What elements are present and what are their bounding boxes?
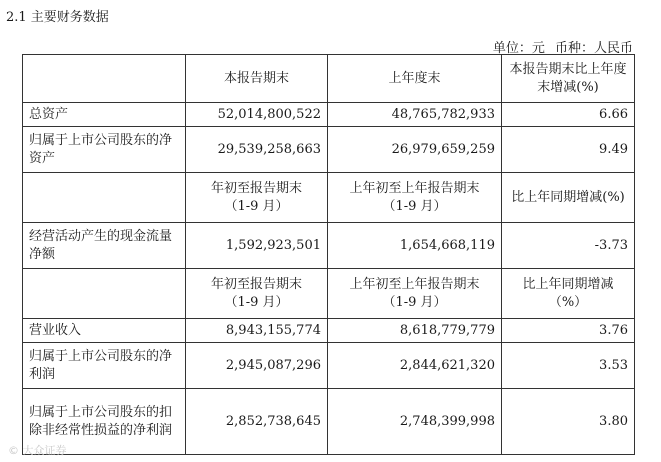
subheader-ytd-line1: 年初至报告期末	[210, 180, 302, 196]
subheader-yoy-line2: （%）	[548, 294, 588, 310]
subheader-yoy-line1: 比上年同期增减	[522, 276, 614, 292]
subheader-ytd-line1: 年初至报告期末	[210, 276, 302, 292]
subheader-prior-ytd-line2: （1-9 月）	[382, 198, 447, 214]
unit-currency-line: 单位：元 币种：人民币	[492, 41, 633, 56]
table-header-row	[23, 55, 635, 103]
cell-value: 8,943,155,774	[186, 319, 328, 343]
cell-value: 48,765,782,933	[328, 103, 502, 127]
cell-value: 26,979,659,259	[328, 127, 502, 173]
cell-value: 2,852,738,645	[186, 389, 328, 455]
subheader-yoy-change: 比上年同期增减(%)	[502, 173, 635, 223]
subheader-ytd-line2: （1-9 月）	[224, 198, 289, 214]
row-label: 总资产	[23, 103, 186, 127]
row-label: 归属于上市公司股东的净利润	[23, 343, 186, 389]
subheader-blank-cell	[23, 173, 186, 223]
header-change-percent: 本报告期末比上年度末增减(%)	[502, 55, 635, 103]
table-row	[23, 389, 635, 455]
cell-value: 2,748,399,998	[328, 389, 502, 455]
row-label: 营业收入	[23, 319, 186, 343]
subheader-yoy-change	[502, 269, 635, 319]
subheader-prior-ytd	[328, 173, 502, 223]
cell-value: 8,618,779,779	[328, 319, 502, 343]
cell-value: 29,539,258,663	[186, 127, 328, 173]
cell-value: 1,654,668,119	[328, 223, 502, 269]
cell-value: -3.73	[502, 223, 635, 269]
subheader-prior-ytd-line1: 上年初至上年报告期末	[349, 276, 480, 292]
cell-value: 3.76	[502, 319, 635, 343]
subheader-prior-ytd-line1: 上年初至上年报告期末	[349, 180, 480, 196]
subheader-row	[23, 173, 635, 223]
row-label: 归属于上市公司股东的净资产	[23, 127, 186, 173]
subheader-blank-cell	[23, 269, 186, 319]
cell-value: 9.49	[502, 127, 635, 173]
table-row	[23, 343, 635, 389]
watermark-logo: © 大众证券	[8, 444, 67, 457]
subheader-ytd	[186, 269, 328, 319]
cell-value: 1,592,923,501	[186, 223, 328, 269]
table-row	[23, 319, 635, 343]
header-blank-cell	[23, 55, 186, 103]
cell-value: 6.66	[502, 103, 635, 127]
cell-value: 2,945,087,296	[186, 343, 328, 389]
cell-value: 3.80	[502, 389, 635, 455]
subheader-row	[23, 269, 635, 319]
subheader-prior-ytd	[328, 269, 502, 319]
table-row	[23, 103, 635, 127]
cell-value: 2,844,621,320	[328, 343, 502, 389]
section-title: 2.1 主要财务数据	[6, 10, 109, 25]
subheader-prior-ytd-line2: （1-9 月）	[382, 294, 447, 310]
subheader-ytd-line2: （1-9 月）	[224, 294, 289, 310]
row-label: 经营活动产生的现金流量净额	[23, 223, 186, 269]
header-last-year-end: 上年度末	[328, 55, 502, 103]
cell-value: 3.53	[502, 343, 635, 389]
table-row	[23, 127, 635, 173]
row-label: 归属于上市公司股东的扣除非经常性损益的净利润	[23, 389, 186, 455]
header-current-period-end: 本报告期末	[186, 55, 328, 103]
financial-data-table	[22, 54, 635, 455]
cell-value: 52,014,800,522	[186, 103, 328, 127]
table-row	[23, 223, 635, 269]
subheader-ytd	[186, 173, 328, 223]
